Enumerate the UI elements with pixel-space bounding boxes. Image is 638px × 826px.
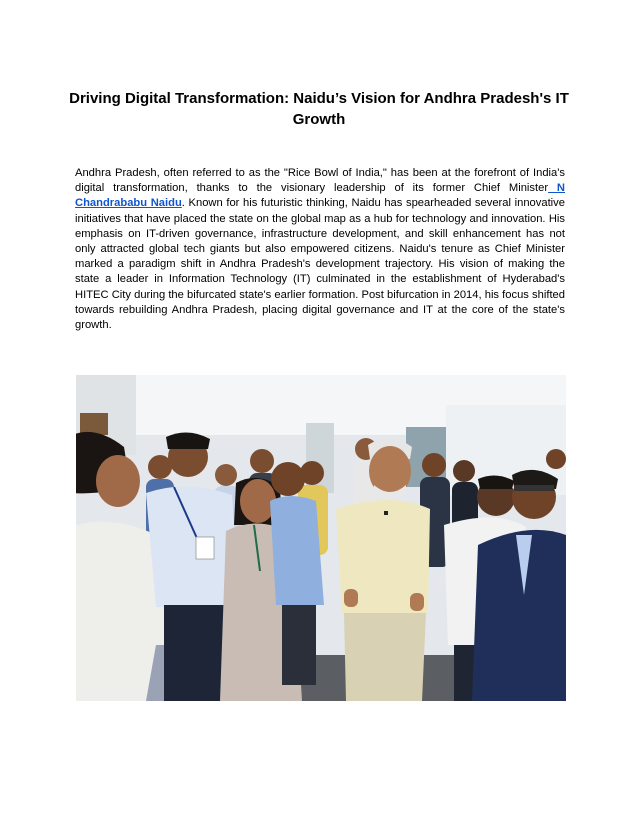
body-paragraph (75, 166, 565, 333)
naidu-link[interactable]: N Chandrababu Naidu (75, 182, 566, 210)
paragraph-text-after-link: . Known for his futuristic thinking, Naidu has spearheaded several innovative initiatives that have placed the state on the global map as a hub for technology and innovation. His emphasis on IT-driven governance, infrastructure development, and skill enhancement has not only attracted global tech giants but also empowered citizens. Naidu's tenure as Chief Minister marked a paradigm shift in Andhra Pradesh's development trajectory. His vision of making the state a leader in Information Technology (IT) culminated in the establishment of Hyderabad's HITEC City during the bifurcated state's earlier formation. Post bifurcation in 2014, his focus shifted towards rebuilding Andhra Pradesh, placing digital governance and IT at the core of the state's growth. (75, 197, 565, 332)
group-photo (76, 375, 566, 701)
paragraph-text-before-link: Andhra Pradesh, often referred to as the "Rice Bowl of India," has been at the forefront of India's digital transformation, thanks to the visionary leadership of its former Chief Minister (75, 167, 565, 195)
group-photo-illustration (76, 375, 566, 701)
photo-wall-frame (80, 413, 108, 435)
document-title: Driving Digital Transformation: Naidu’s Vision for Andhra Pradesh's IT Growth (69, 90, 569, 128)
